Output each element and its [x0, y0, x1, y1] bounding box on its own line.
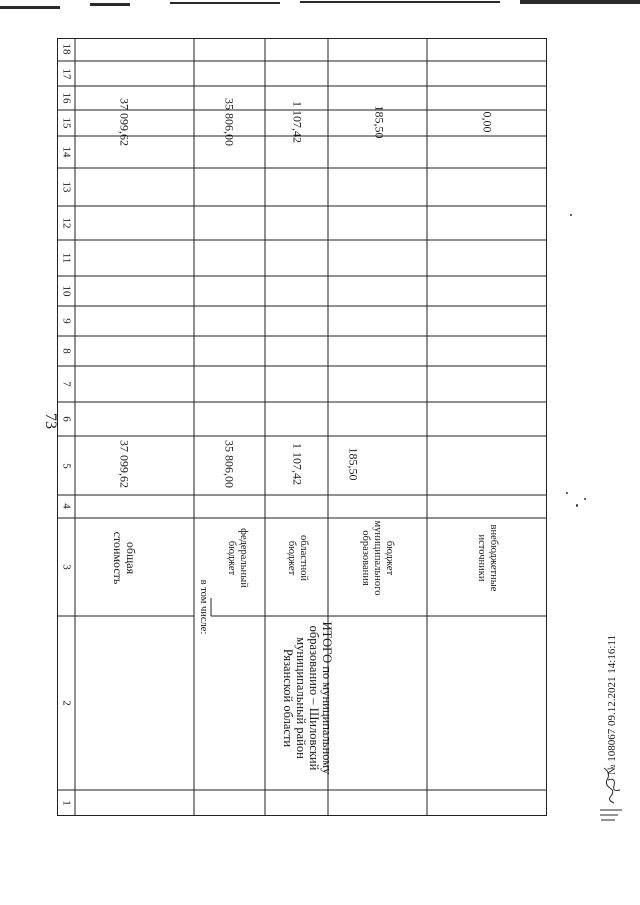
scan-speck	[570, 214, 572, 216]
scan-speck	[584, 498, 586, 500]
page-number: 73	[42, 413, 59, 429]
value-col16-municipal: 185,50	[372, 105, 387, 139]
column-number-12: 12	[60, 217, 73, 229]
value-col6-municipal: 185,50	[346, 447, 361, 481]
row-label-municipal: бюджет муниципального образования	[360, 520, 395, 596]
registration-stamp: № 108067 09.12.2021 14:16:11	[606, 635, 618, 775]
row-title-line: образованию – Шиловский	[307, 625, 321, 771]
value-col16-extrabudgetary: 0,00	[480, 111, 495, 133]
column-number-11: 11	[60, 252, 73, 264]
column-number-6: 6	[60, 416, 73, 422]
row-title	[281, 622, 333, 775]
value-col16-regional: 1 107,42	[290, 101, 305, 143]
column-number-5: 5	[60, 463, 73, 469]
row-label-federal: федеральный бюджет	[226, 528, 249, 588]
column-number-13: 13	[60, 181, 73, 193]
column-number-14: 14	[60, 146, 73, 158]
group-label: в том числе:	[198, 579, 209, 635]
row-title-line: Рязанской области	[281, 648, 295, 748]
value-col6-total: 37 099,62	[117, 440, 132, 488]
row-title-line: ИТОГО по муниципальному	[320, 621, 334, 775]
row-label-extrabudgetary: внебюджетные источники	[476, 524, 499, 592]
row-label-total: общая стоимость	[111, 531, 138, 585]
value-col16-federal: 35 806,00	[222, 98, 237, 146]
scan-speck	[576, 504, 578, 507]
column-number-7: 7	[60, 381, 73, 387]
row-title-line: муниципальный район	[294, 637, 308, 759]
scan-edge-artifact	[0, 0, 640, 14]
column-number-1: 1	[60, 800, 73, 806]
scan-speck	[566, 492, 568, 494]
column-number-17: 17	[60, 68, 73, 80]
column-number-2: 2	[60, 700, 73, 706]
value-col6-regional: 1 107,42	[290, 443, 305, 485]
value-col16-total: 37 099,62	[117, 98, 132, 146]
column-number-18: 18	[60, 43, 73, 55]
column-number-8: 8	[60, 348, 73, 354]
column-number-16: 16	[60, 92, 73, 104]
column-number-4: 4	[60, 503, 73, 509]
column-number-15: 15	[60, 117, 73, 129]
column-number-9: 9	[60, 318, 73, 324]
column-number-3: 3	[60, 564, 73, 570]
row-label-regional: областной бюджет	[286, 535, 309, 581]
column-number-10: 10	[60, 285, 73, 297]
value-col6-federal: 35 806,00	[222, 440, 237, 488]
budget-table	[57, 38, 547, 816]
